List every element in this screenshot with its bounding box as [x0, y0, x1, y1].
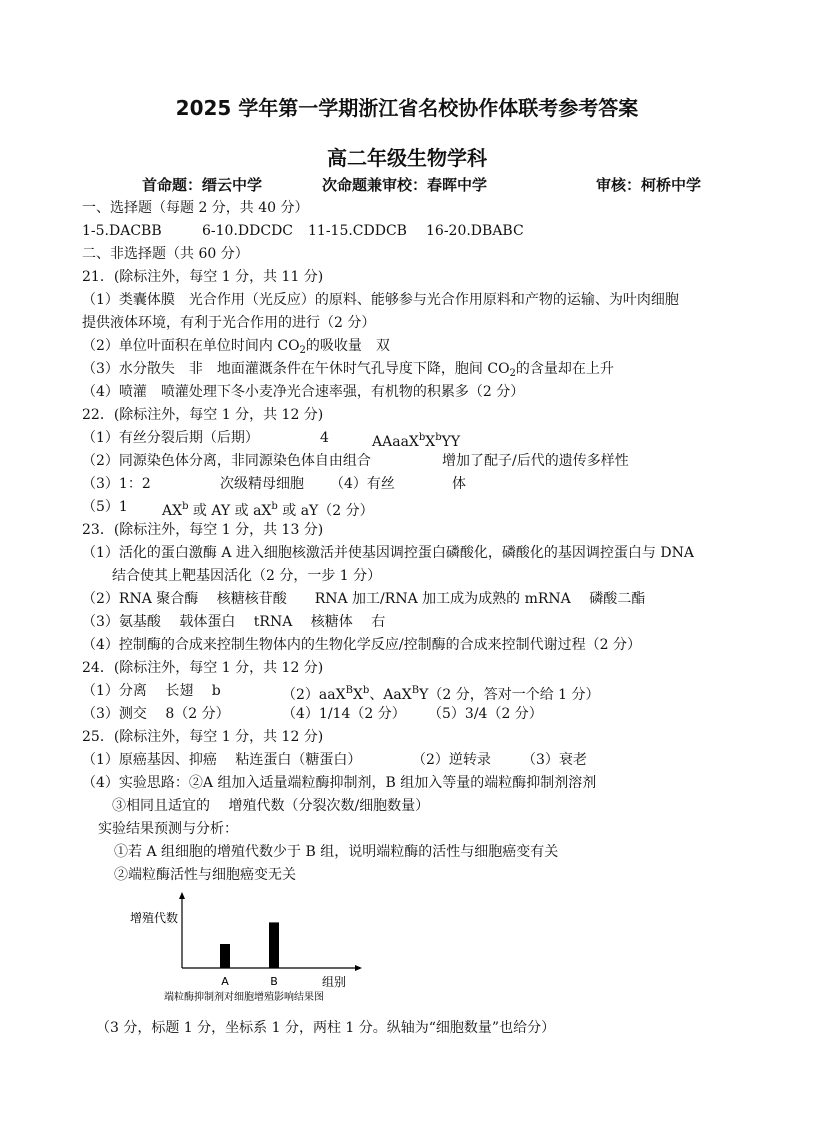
q25-line4: 实验结果预测与分析： [98, 821, 238, 837]
q25-line6: ②端粒酶活性与细胞癌变无关 [114, 867, 296, 883]
q22-line2: （2）同源染色体分离，非同源染色体自由组合 增加了配子/后代的遗传多样性 [82, 453, 629, 469]
q25-line2: （4）实验思路：②A 组加入适量端粒酶抑制剂，B 组加入等量的端粒酶抑制剂溶剂 [82, 775, 597, 791]
mc-answer-3: 11-15.CDDCB [308, 223, 407, 239]
bars-layer [220, 922, 279, 988]
q25-line3: ③相同且适宜的 增殖代数（分裂次数/细胞数量） [112, 798, 430, 814]
x-axis-arrow [355, 965, 362, 971]
mc-answers [82, 221, 524, 241]
q23-line1b: 结合使其上靶基因活化（2 分，一步 1 分） [112, 568, 382, 584]
result-bar-chart [130, 892, 370, 1004]
q21-line1b: 提供液体环境，有利于光合作用的进行（2 分） [82, 315, 376, 331]
q23-line1: （1）活化的蛋白激酶 A 进入细胞核激活并使基因调控蛋白磷酸化，磷酸化的基因调控蛋白与 DNA [82, 545, 694, 561]
second-setter: 次命题兼审校：春晖中学 [322, 176, 488, 194]
mc-answer-4: 16-20.DBABC [426, 223, 524, 239]
q21-line1: （1）类囊体膜 光合作用（光反应）的原料、能够参与光合作用原料和产物的运输、为叶肉细胞 [82, 292, 679, 308]
section1-heading: 一、选择题（每题 2 分，共 40 分） [82, 200, 309, 216]
q21-line2: （2）单位叶面积在单位时间内 $CO_2$的吸收量 双 [82, 338, 390, 356]
q25-note: （3 分，标题 1 分，坐标系 1 分，两柱 1 分。纵轴为“细胞数量”也给分） [96, 1020, 556, 1036]
q24-line2: （3）测交 8（2 分） （4）1/14（2 分） （5）3/4（2 分） [82, 706, 543, 722]
q22-heading: 22．(除标注外，每空 1 分，共 12 分) [82, 407, 324, 423]
q23-heading: 23．(除标注外，每空 1 分，共 13 分) [82, 522, 324, 538]
q22-line1: （1）有丝分裂后期（后期） 4 $AAaaX^bX^bYY$ [82, 430, 461, 450]
q25-line1: （1）原癌基因、抑癌 粘连蛋白（糖蛋白） （2）逆转录 （3）衰老 [82, 752, 587, 768]
setter-info [142, 174, 754, 196]
q21-line4: （4）喷灌 喷灌处理下冬小麦净光合速率强，有机物的积累多（2 分） [82, 384, 525, 400]
mc-answer-1: 1-5.DACBB [82, 223, 162, 239]
q24-heading: 24．(除标注外，每空 1 分，共 12 分) [82, 660, 324, 676]
bar-a [220, 944, 230, 968]
document-subtitle: 高二年级生物学科 [327, 146, 487, 170]
q25-heading: 25．(除标注外，每空 1 分，共 12 分) [82, 729, 324, 745]
section2-heading: 二、非选择题（共 60 分） [82, 246, 249, 262]
reviewer: 审核：柯桥中学 [596, 176, 702, 194]
document-title: 2025 学年第一学期浙江省名校协作体联考参考答案 [175, 96, 639, 120]
y-axis-label: 增殖代数 [130, 911, 179, 925]
mc-answer-2: 6-10.DDCDC [202, 223, 293, 239]
y-axis-arrow [179, 892, 185, 899]
x-axis-label: 组别 [322, 975, 347, 989]
bar-b [269, 922, 279, 968]
first-setter: 首命题：缙云中学 [142, 176, 263, 194]
q23-line2: （2）RNA 聚合酶 核糖核苷酸 RNA 加工/RNA 加工成为成熟的 mRNA 磷酸二酯 [82, 591, 646, 607]
q21-heading: 21．(除标注外，每空 1 分，共 11 分) [82, 269, 324, 285]
q22-line5: （5）1 $AX^b$ 或 AY 或 $aX^b$ 或 aY（2 分） [82, 499, 374, 519]
q24-line1: （1）分离 长翅 b $(2)aaX^BX^b$、AaX$^B$Y（2 分，答对一个给 1 分） [82, 683, 600, 703]
q21-line3: （3）水分散失 非 地面灌溉条件在午休时气孔导度下降，胞间 $CO_2$的含量却在上升 [82, 361, 614, 379]
q22-line3: （3）1：2 次级精母细胞 （4）有丝 体 [82, 476, 466, 492]
q25-line5: ①若 A 组细胞的增殖代数少于 B 组，说明端粒酶的活性与细胞癌变有关 [114, 844, 559, 860]
x-tick-label-b: B [270, 975, 278, 988]
x-tick-label-a: A [221, 975, 229, 988]
q23-line4: （4）控制酶的合成来控制生物体内的生物化学反应/控制酶的合成来控制代谢过程（2 分） [82, 637, 641, 653]
q23-line3: （3）氨基酸 载体蛋白 tRNA 核糖体 右 [82, 614, 386, 630]
chart-title: 端粒酶抑制剂对细胞增殖影响结果图 [164, 992, 324, 1003]
